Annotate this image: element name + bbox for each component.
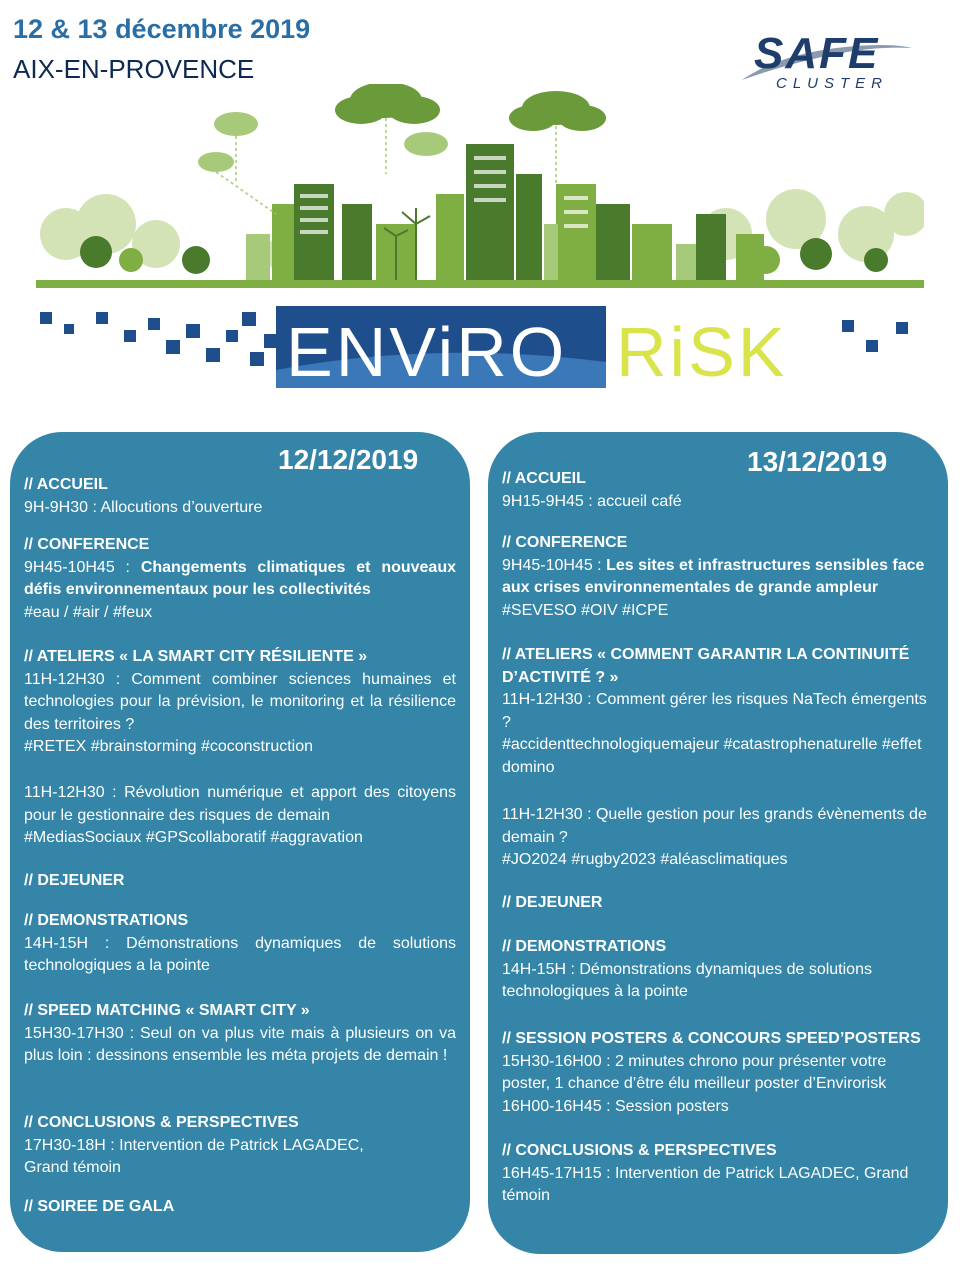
day2-posters	[502, 1028, 936, 1118]
day2-dejeuner	[502, 892, 936, 915]
day1-speed-text: 15H30-17H30 : Seul on va plus vite mais à plusieurs on va plus loin : dessinons ensemble les méta projets de demain !	[24, 1024, 456, 1064]
day2-conference-heading: // CONFERENCE	[502, 534, 628, 551]
logo-sub-text: CLUSTER	[776, 75, 889, 92]
day2-date: 13/12/2019	[747, 446, 888, 477]
day1-atelier1-tags: #RETEX #brainstorming #coconstruction	[24, 738, 314, 755]
day2-atelier1-tags: #accidenttechnologiquemajeur #catastrophenaturelle #effet domino	[502, 736, 922, 776]
day1-ateliers-heading: // ATELIERS « LA SMART CITY RÉSILIENTE »	[24, 648, 368, 665]
day1-accueil-text: 9H-9H30 : Allocutions d’ouverture	[24, 498, 263, 516]
day2-posters-text2: 16H00-16H45 : Session posters	[502, 1097, 729, 1115]
day1-speed-matching	[24, 1000, 456, 1068]
envirorisk-part2: RiSK	[616, 313, 788, 391]
smart-city-illustration	[36, 84, 924, 288]
day2-posters-heading: // SESSION POSTERS & CONCOURS SPEED’POSTERS	[502, 1030, 921, 1047]
logo-main-text: SAFE	[754, 29, 880, 78]
day1-conclusions-heading: // CONCLUSIONS & PERSPECTIVES	[24, 1114, 299, 1131]
day2-conclusions-heading: // CONCLUSIONS & PERSPECTIVES	[502, 1142, 777, 1159]
day2-program-card	[488, 432, 948, 1254]
day1-demonstrations	[24, 910, 456, 978]
day1-conference-title: Changements climatiques et nouveaux défis environnementaux pour les collectivités	[24, 558, 457, 598]
day1-atelier2	[24, 782, 456, 850]
day2-conference	[502, 532, 936, 622]
day2-ateliers-heading: // ATELIERS « COMMENT GARANTIR LA CONTINUITÉ D’ACTIVITÉ ? »	[502, 646, 910, 686]
day1-demo-heading: // DEMONSTRATIONS	[24, 912, 189, 929]
day1-atelier1-text: 11H-12H30 : Comment combiner sciences humaines et technologies pour la prévision, le monitoring et la résilience des territoires ?	[24, 670, 456, 733]
day1-conference-heading: // CONFERENCE	[24, 536, 150, 553]
day2-accueil-heading: // ACCUEIL	[502, 470, 586, 487]
day1-speed-heading: // SPEED MATCHING « SMART CITY »	[24, 1002, 310, 1019]
day1-date: 12/12/2019	[278, 444, 419, 475]
day2-conference-text: 9H45-10H45 : Les sites et infrastructures sensibles face aux crises environnementales de grande ampleur	[502, 556, 925, 596]
day1-gala	[24, 1196, 456, 1219]
day1-gala-heading: // SOIREE DE GALA	[24, 1198, 175, 1215]
day2-atelier1-text: 11H-12H30 : Comment gérer les risques NaTech émergents ?	[502, 691, 927, 731]
day1-accueil-heading: // ACCUEIL	[24, 476, 108, 493]
day1-conference	[24, 534, 456, 624]
day1-dejeuner-heading: // DEJEUNER	[24, 872, 125, 889]
day2-demonstrations	[502, 936, 936, 1004]
day1-ateliers	[24, 646, 456, 759]
day2-conference-tags: #SEVESO #OIV #ICPE	[502, 601, 669, 619]
day1-conclusions-text1: 17H30-18H : Intervention de Patrick LAGADEC,	[24, 1136, 364, 1154]
day1-conclusions	[24, 1112, 456, 1180]
day2-ateliers	[502, 644, 936, 779]
day2-accueil-text: 9H15-9H45 : accueil café	[502, 492, 682, 510]
day1-conference-tags: #eau / #air / #feux	[24, 603, 153, 621]
day2-accueil	[502, 468, 936, 513]
day1-program-card	[10, 432, 470, 1252]
event-date: 12 & 13 décembre 2019	[13, 14, 311, 44]
day1-atelier2-tags: #MediasSociaux #GPScollaboratif #aggravation	[24, 829, 363, 846]
day1-dejeuner	[24, 870, 456, 893]
event-location: AIX-EN-PROVENCE	[13, 54, 255, 84]
day2-demo-text: 14H-15H : Démonstrations dynamiques de solutions technologiques à la pointe	[502, 960, 872, 1000]
day1-atelier2-text: 11H-12H30 : Révolution numérique et apport des citoyens pour le gestionnaire des risques de demain	[24, 784, 456, 824]
day2-demo-heading: // DEMONSTRATIONS	[502, 938, 667, 955]
day1-demo-text: 14H-15H : Démonstrations dynamiques de solutions technologiques a la pointe	[24, 934, 456, 974]
day2-conference-title: Les sites et infrastructures sensibles face aux crises environnementales de grande ampleur	[502, 556, 925, 596]
envirorisk-logo	[36, 300, 924, 400]
day2-atelier2-text: 11H-12H30 : Quelle gestion pour les grands évènements de demain ?	[502, 806, 927, 846]
day2-conclusions	[502, 1140, 936, 1208]
envirorisk-part1: ENViRO	[286, 313, 568, 391]
day2-atelier2-tags: #JO2024 #rugby2023 #aléasclimatiques	[502, 851, 788, 868]
day1-accueil	[24, 474, 456, 519]
day2-dejeuner-heading: // DEJEUNER	[502, 894, 603, 911]
day1-conclusions-text2: Grand témoin	[24, 1159, 121, 1176]
day2-posters-text1: 15H30-16H00 : 2 minutes chrono pour présenter votre poster, 1 chance d’être élu meilleur poster d’Envirorisk	[502, 1052, 887, 1092]
day2-atelier2	[502, 804, 936, 872]
day1-conference-text: 9H45-10H45 : Changements climatiques et nouveaux défis environnementaux pour les collectivités	[24, 558, 457, 598]
day2-conclusions-text: 16H45-17H15 : Intervention de Patrick LAGADEC, Grand témoin	[502, 1164, 909, 1204]
